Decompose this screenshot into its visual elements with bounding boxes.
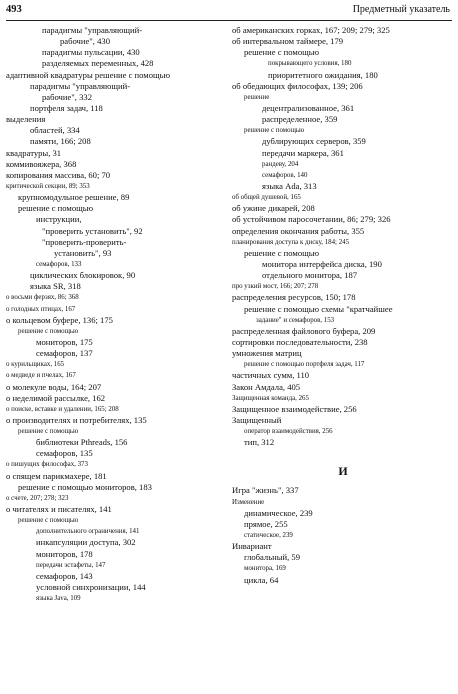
- index-subentry: распределенное, 359: [262, 114, 338, 125]
- index-entry: сортировки последовательности, 238: [232, 336, 368, 347]
- index-subentry: парадигмы пульсации, 430: [42, 47, 140, 58]
- index-subentry: областей, 334: [30, 125, 80, 136]
- index-entry: Изменение: [232, 498, 265, 506]
- index-subentry: циклических блокировок, 90: [30, 270, 136, 281]
- index-subentry: разделяемых переменных, 428: [42, 58, 154, 69]
- index-entry: выделения: [6, 114, 46, 125]
- index-subentry: портфеля задач, 118: [30, 102, 103, 113]
- index-subentry: монитора интерфейса диска, 190: [262, 258, 382, 269]
- index-entry: [232, 448, 454, 459]
- index-subentry: семафоров, 140: [262, 171, 308, 179]
- page-header: [6, 4, 452, 21]
- index-subentry: условной синхронизации, 144: [36, 582, 146, 593]
- index-subentry: решение с помощью: [18, 327, 79, 335]
- index-entry: коммивояжера, 368: [6, 158, 77, 169]
- index-subentry: децентрализованное, 361: [262, 102, 355, 113]
- index-entry: планирования доступа к диску, 184; 245: [232, 238, 350, 246]
- index-entry: Защищенная команда, 265: [232, 394, 309, 402]
- section-letter-heading: И: [338, 464, 348, 479]
- index-subentry: покрывающего условия, 180: [268, 60, 352, 68]
- index-subentry: решение с помощью: [244, 47, 320, 58]
- index-entry: про узкий мост, 166; 207; 278: [232, 283, 319, 291]
- index-subentry: "проверить-проверить-: [42, 236, 127, 247]
- index-entry: распределенная файлового буфера, 209: [232, 325, 376, 336]
- index-subentry: семафоров, 133: [36, 260, 82, 268]
- index-entry: Игра "жизнь", 337: [232, 485, 299, 496]
- index-entry: адаптивной квадратуры решение с помощью: [6, 69, 170, 80]
- index-subentry: языка SR, 318: [30, 281, 81, 292]
- index-entry: Защищенный: [232, 414, 282, 425]
- index-entry: квадратуры, 31: [6, 147, 62, 158]
- index-entry: Закон Амдала, 405: [232, 381, 301, 392]
- index-subentry: парадигмы "управляющий-: [42, 25, 143, 35]
- index-subentry: библиотеки Pthreads, 156: [36, 437, 128, 448]
- index-entry: о счете, 207; 278; 323: [6, 494, 69, 502]
- index-subentry: мониторов, 175: [36, 336, 93, 347]
- index-subentry: решение: [244, 93, 270, 101]
- index-subentry: парадигмы "управляющий-: [30, 80, 131, 91]
- index-entry: определения окончания работы, 355: [232, 225, 365, 236]
- index-entry: о читателях и писателях, 141: [6, 504, 112, 515]
- index-subentry: инструкции,: [36, 214, 82, 225]
- index-subentry: глобальный, 59: [244, 552, 301, 563]
- index-subentry: оператор взаимодействия, 256: [244, 428, 333, 436]
- index-subentry: памяти, 166; 208: [30, 136, 91, 147]
- index-entry: об интервальном таймере, 179: [232, 36, 344, 47]
- index-entry: критической секции, 89; 353: [6, 182, 90, 190]
- index-subentry: дополнительного ограничения, 141: [36, 528, 140, 536]
- index-entry: о производителях и потребителях, 135: [6, 414, 147, 425]
- index-entry: об устойчивом паросочетании, 86; 279; 326: [232, 214, 391, 225]
- index-subentry: цикла, 64: [244, 574, 279, 585]
- index-entry: о курильщиках, 165: [6, 361, 65, 369]
- index-entry: распределения ресурсов, 150; 178: [232, 292, 356, 303]
- index-entry: об американских горках, 167; 209; 279; 325: [232, 25, 390, 35]
- index-column-left: [6, 25, 228, 604]
- index-subentry: рабочие", 430: [60, 36, 110, 47]
- index-entry: умножения матриц: [232, 348, 302, 359]
- index-entry: о неделимой рассылке, 162: [6, 392, 106, 403]
- index-entry: об ужине дикарей, 208: [232, 203, 315, 214]
- index-entry: о медведе и пчелах, 167: [6, 372, 76, 380]
- index-entry: Защищенное взаимодействие, 256: [232, 403, 357, 414]
- index-subentry: мониторов, 178: [36, 548, 93, 559]
- index-entry: об общей душевой, 165: [232, 194, 301, 202]
- index-subentry: динамическое, 239: [244, 507, 313, 518]
- index-subentry: приоритетного ожидания, 180: [268, 69, 378, 80]
- index-entry: копирования массива, 60; 70: [6, 169, 111, 180]
- index-subentry: решение с помощью мониторов, 183: [18, 481, 152, 492]
- index-subentry: отдельного монитора, 187: [262, 270, 358, 281]
- index-entry: о голодных птицах, 167: [6, 305, 76, 313]
- index-subentry: решение с помощью: [18, 428, 79, 436]
- index-entry: о молекуле воды, 164; 207: [6, 381, 102, 392]
- index-subentry: решение с помощью: [244, 247, 320, 258]
- index-subentry: инкапсуляции доступа, 302: [36, 537, 136, 548]
- index-subentry: передачи маркера, 361: [262, 147, 344, 158]
- index-subentry: дублирующих серверов, 359: [262, 136, 366, 147]
- index-entry: о восьми ферзях, 86; 368: [6, 294, 79, 302]
- page-number: 493: [6, 4, 22, 15]
- index-subentry: рандеву, 204: [262, 160, 299, 168]
- index-subentry: решение с помощью схемы "кратчайшее: [244, 303, 393, 314]
- index-subentry: решение с помощью портфеля задач, 117: [244, 361, 365, 369]
- index-subentry: языка Java, 109: [36, 595, 81, 603]
- index-column-right: [232, 25, 454, 586]
- index-subentry: крупномодульное решение, 89: [18, 192, 130, 203]
- index-entry: о кольцевом буфере, 136; 175: [6, 314, 113, 325]
- index-subentry: передачи эстафеты, 147: [36, 561, 106, 569]
- index-subentry: прямое, 255: [244, 518, 288, 529]
- index-subentry: задание" и семафоров, 153: [256, 316, 335, 324]
- index-entry: о поиске, вставке и удалении, 165; 208: [6, 405, 119, 413]
- index-subentry: установить", 93: [54, 247, 112, 258]
- running-title: Предметный указатель: [352, 4, 450, 15]
- index-subentry: статическое, 239: [244, 532, 293, 540]
- index-subentry: тип, 312: [244, 437, 275, 448]
- index-subentry: решение с помощью: [244, 127, 305, 135]
- index-subentry: семафоров, 137: [36, 348, 93, 359]
- index-subentry: языка Ada, 313: [262, 180, 317, 191]
- index-entry: Инвариант: [232, 541, 272, 552]
- index-subentry: решение с помощью: [18, 203, 94, 214]
- index-subentry: "проверить установить", 92: [42, 225, 143, 236]
- index-subentry: семафоров, 143: [36, 570, 93, 581]
- index-subentry: решение с помощью: [18, 517, 79, 525]
- index-subentry: семафоров, 135: [36, 448, 93, 459]
- index-subentry: рабочие", 332: [42, 91, 92, 102]
- index-entry: частичных сумм, 110: [232, 370, 310, 381]
- index-entry: об обедающих философах, 139; 206: [232, 80, 363, 91]
- index-entry: о пишущих философах, 373: [6, 461, 88, 469]
- index-subentry: монитора, 169: [244, 565, 286, 573]
- index-entry: о спящем парикмахере, 181: [6, 470, 107, 481]
